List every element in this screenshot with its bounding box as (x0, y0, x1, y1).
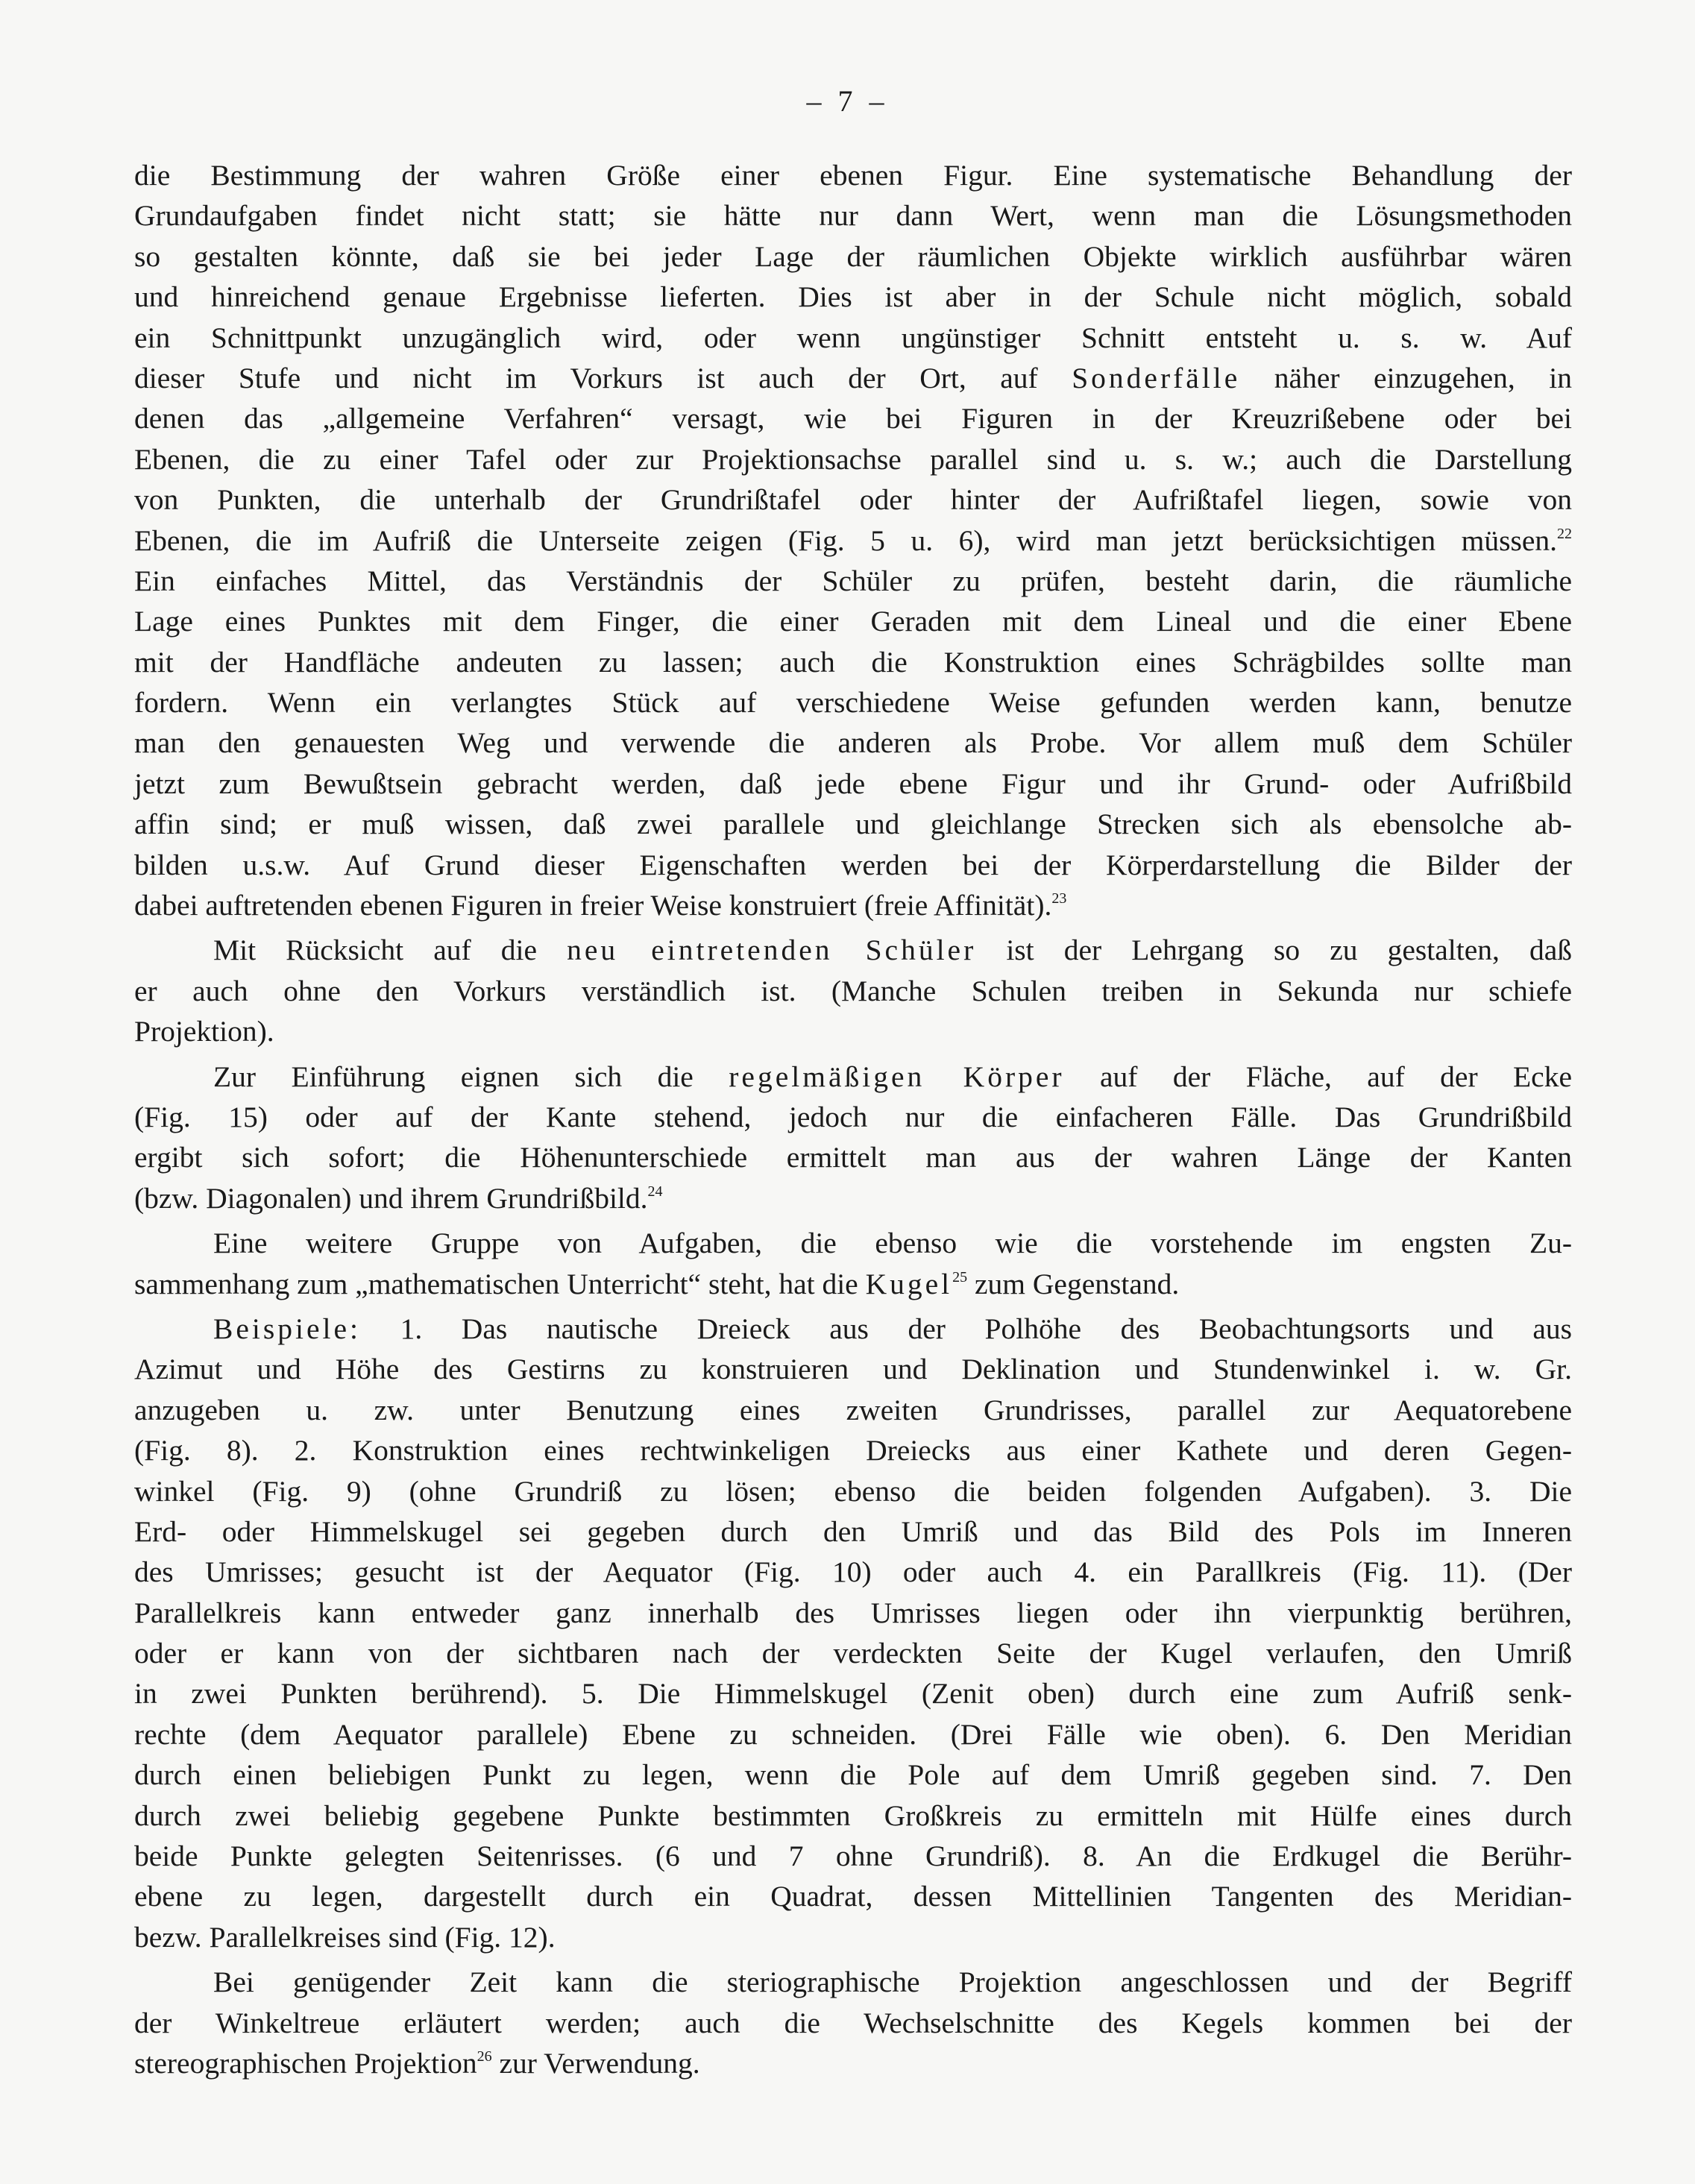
text-segment: bezw. Parallelkreises sind (Fig. 12). (134, 1920, 556, 1954)
text-segment: er auch ohne den Vorkurs verständlich ist. (Manche Schulen treiben in Sekunda nur schiefe (134, 974, 1572, 1007)
text-line (134, 642, 1572, 682)
text-segment: oder er kann von der sichtbaren nach der verdeckten Seite der Kugel verlaufen, den Umriß (134, 1637, 1572, 1670)
text-line (134, 1430, 1572, 1470)
text-line (134, 439, 1572, 479)
text-line (134, 1876, 1572, 1916)
text-line (134, 398, 1572, 438)
emphasis-text: Beispiele: (213, 1312, 361, 1345)
text-segment: Zur Einführung eignen sich die (213, 1060, 729, 1093)
text-segment: stereographischen Projektion (134, 2046, 477, 2080)
text-segment: (Fig. 8). 2. Konstruktion eines rechtwinkeligen Dreiecks aus einer Kathete und deren Gegen- (134, 1434, 1572, 1467)
text-segment: Erd- oder Himmelskugel sei gegeben durch den Umriß und das Bild des Pols im Inneren (134, 1514, 1572, 1548)
text-segment: näher einzugehen, in (1240, 361, 1573, 394)
text-line (134, 1755, 1572, 1795)
text-line (134, 155, 1572, 195)
footnote-ref: 23 (1051, 890, 1067, 907)
text-segment: zur Verwendung. (491, 2046, 700, 2080)
footnote-ref: 25 (952, 1268, 968, 1285)
text-segment: in zwei Punkten berührend). 5. Die Himmelskugel (Zenit oben) durch eine zum Aufriß senk- (134, 1677, 1572, 1711)
text-line (134, 845, 1572, 885)
text-segment: man den genauesten Weg und verwende die anderen als Probe. Vor allem muß dem Schüler (134, 726, 1572, 760)
text-line (134, 682, 1572, 723)
text-segment: rechte (dem Aequator parallele) Ebene zu schneiden. (Drei Fälle wie oben). 6. Den Meridian (134, 1717, 1572, 1751)
text-line (134, 520, 1572, 561)
text-segment: die Bestimmung der wahren Größe einer ebenen Figur. Eine systematische Behandlung der (134, 159, 1572, 192)
text-segment: durch einen beliebigen Punkt zu legen, wenn die Pole auf dem Umriß gegeben sind. 7. Den (134, 1758, 1572, 1792)
text-line (134, 1511, 1572, 1552)
text-line (134, 2043, 1572, 2083)
text-line (134, 195, 1572, 236)
text-segment: beide Punkte gelegten Seitenrisses. (6 und 7 ohne Grundriß). 8. An die Erdkugel die Berühr- (134, 1840, 1572, 1873)
emphasis-text: Sonderfälle (1072, 361, 1241, 394)
text-line (134, 1390, 1572, 1430)
text-line (134, 930, 1572, 970)
text-line (134, 971, 1572, 1011)
text-segment: Bei genügender Zeit kann die steriographische Projektion angeschlossen und der Begriff (213, 1966, 1572, 1999)
text-line (134, 764, 1572, 804)
text-line (134, 1349, 1572, 1389)
text-line (134, 2003, 1572, 2043)
text-line (134, 1011, 1572, 1051)
text-line (134, 1309, 1572, 1349)
text-segment: winkel (Fig. 9) (ohne Grundriß zu lösen; ebenso die beiden folgenden Aufgaben). 3. Die (134, 1474, 1572, 1508)
text-segment: zum Gegenstand. (967, 1267, 1180, 1300)
text-segment: der Winkeltreue erläutert werden; auch die Wechselschnitte des Kegels kommen bei der (134, 2006, 1572, 2039)
text-line (134, 236, 1572, 277)
emphasis-text: neu eintretenden Schüler (567, 934, 977, 967)
text-segment: ergibt sich sofort; die Höhenunterschiede ermittelt man aus der wahren Länge der Kanten (134, 1141, 1572, 1174)
text-segment: Parallelkreis kann entweder ganz innerhalb des Umrisses liegen oder ihn vierpunktig berühren, (134, 1596, 1572, 1629)
text-segment: so gestalten könnte, daß sie bei jeder Lage der räumlichen Objekte wirklich ausführbar wären (134, 239, 1572, 273)
text-segment: Projektion). (134, 1015, 274, 1048)
footnote-ref: 24 (647, 1183, 663, 1200)
text-line (134, 804, 1572, 844)
text-segment: dieser Stufe und nicht im Vorkurs ist auch der Ort, auf (134, 361, 1072, 394)
emphasis-text: regelmäßigen Körper (729, 1060, 1065, 1093)
text-line (134, 1178, 1572, 1218)
emphasis-text: Kugel (865, 1267, 953, 1300)
text-line (134, 1471, 1572, 1511)
text-line (134, 1137, 1572, 1177)
text-line (134, 1057, 1572, 1097)
text-line (134, 723, 1572, 763)
text-segment: anzugeben u. zw. unter Benutzung eines zweiten Grundrisses, parallel zur Aequatorebene (134, 1393, 1572, 1426)
text-segment: ein Schnittpunkt unzugänglich wird, oder wenn ungünstiger Schnitt entsteht u. s. w. Auf (134, 321, 1572, 354)
text-line (134, 1796, 1572, 1836)
text-line (134, 1836, 1572, 1876)
text-segment: ist der Lehrgang so zu gestalten, daß (976, 934, 1572, 967)
body-text (134, 155, 1572, 2083)
text-line (134, 1633, 1572, 1673)
text-segment: mit der Handfläche andeuten zu lassen; auch die Konstruktion eines Schrägbildes sollte man (134, 645, 1572, 679)
text-line (134, 1264, 1572, 1304)
text-segment: denen das „allgemeine Verfahren“ versagt, wie bei Figuren in der Kreuzrißebene oder bei (134, 402, 1572, 435)
text-line (134, 358, 1572, 398)
text-line (134, 1223, 1572, 1263)
text-segment: Azimut und Höhe des Gestirns zu konstruieren und Deklination und Stundenwinkel i. w. Gr. (134, 1353, 1572, 1386)
page-number: – 7 – (806, 84, 889, 118)
text-line (134, 1673, 1572, 1713)
text-line (134, 318, 1572, 358)
text-segment: sammenhang zum „mathematischen Unterricht“ steht, hat die (134, 1267, 866, 1300)
text-segment: Ebenen, die im Aufriß die Unterseite zeigen (Fig. 5 u. 6), wird man jetzt berücksichtigen müssen. (134, 523, 1557, 557)
text-line (134, 561, 1572, 601)
text-line (134, 1962, 1572, 2002)
text-segment: durch zwei beliebig gegebene Punkte bestimmten Großkreis zu ermitteln mit Hülfe eines durch (134, 1799, 1572, 1832)
text-segment: ebene zu legen, dargestellt durch ein Quadrat, dessen Mittellinien Tangenten des Meridian- (134, 1880, 1572, 1913)
text-segment: Lage eines Punktes mit dem Finger, die einer Geraden mit dem Lineal und die einer Ebene (134, 605, 1572, 638)
text-segment: des Umrisses; gesucht ist der Aequator (Fig. 10) oder auch 4. ein Parallkreis (Fig. 11). (Der (134, 1555, 1572, 1589)
text-segment: affin sind; er muß wissen, daß zwei parallele und gleichlange Strecken sich als ebensolche ab- (134, 808, 1572, 841)
text-line (134, 1593, 1572, 1633)
text-segment: Eine weitere Gruppe von Aufgaben, die ebenso wie die vorstehende im engsten Zu- (213, 1227, 1572, 1260)
footnote-ref: 26 (477, 2048, 492, 2065)
text-line (134, 1552, 1572, 1592)
text-segment: Mit Rücksicht auf die (213, 934, 567, 967)
footnote-ref: 22 (1557, 525, 1572, 542)
text-segment: jetzt zum Bewußtsein gebracht werden, daß jede ebene Figur und ihr Grund- oder Aufrißbild (134, 767, 1572, 800)
text-segment: (Fig. 15) oder auf der Kante stehend, jedoch nur die einfacheren Fälle. Das Grundrißbild (134, 1100, 1572, 1133)
text-segment: und hinreichend genaue Ergebnisse lieferten. Dies ist aber in der Schule nicht möglich, sobald (134, 280, 1572, 314)
text-segment: Grundaufgaben findet nicht statt; sie hätte nur dann Wert, wenn man die Lösungsmethoden (134, 199, 1572, 233)
text-segment: Ein einfaches Mittel, das Verständnis der Schüler zu prüfen, besteht darin, die räumliche (134, 564, 1572, 597)
text-segment: bilden u.s.w. Auf Grund dieser Eigenschaften werden bei der Körperdarstellung die Bilder der (134, 848, 1572, 881)
text-line (134, 1917, 1572, 1957)
text-line (134, 277, 1572, 317)
text-segment: dabei auftretenden ebenen Figuren in freier Weise konstruiert (freie Affinität). (134, 889, 1052, 922)
text-line (134, 1097, 1572, 1137)
text-segment: (bzw. Diagonalen) und ihrem Grundrißbild. (134, 1181, 648, 1215)
text-line (134, 1714, 1572, 1755)
text-line (134, 601, 1572, 641)
text-segment: 1. Das nautische Dreieck aus der Polhöhe des Beobachtungsorts und aus (360, 1312, 1572, 1345)
text-segment: Ebenen, die zu einer Tafel oder zur Projektionsachse parallel sind u. s. w.; auch die Darstellung (134, 442, 1572, 476)
text-line (134, 885, 1572, 925)
text-segment: fordern. Wenn ein verlangtes Stück auf verschiedene Weise gefunden werden kann, benutze (134, 686, 1572, 720)
text-segment: auf der Fläche, auf der Ecke (1064, 1060, 1572, 1093)
text-line (134, 479, 1572, 520)
text-segment: von Punkten, die unterhalb der Grundrißtafel oder hinter der Aufrißtafel liegen, sowie von (134, 483, 1572, 517)
